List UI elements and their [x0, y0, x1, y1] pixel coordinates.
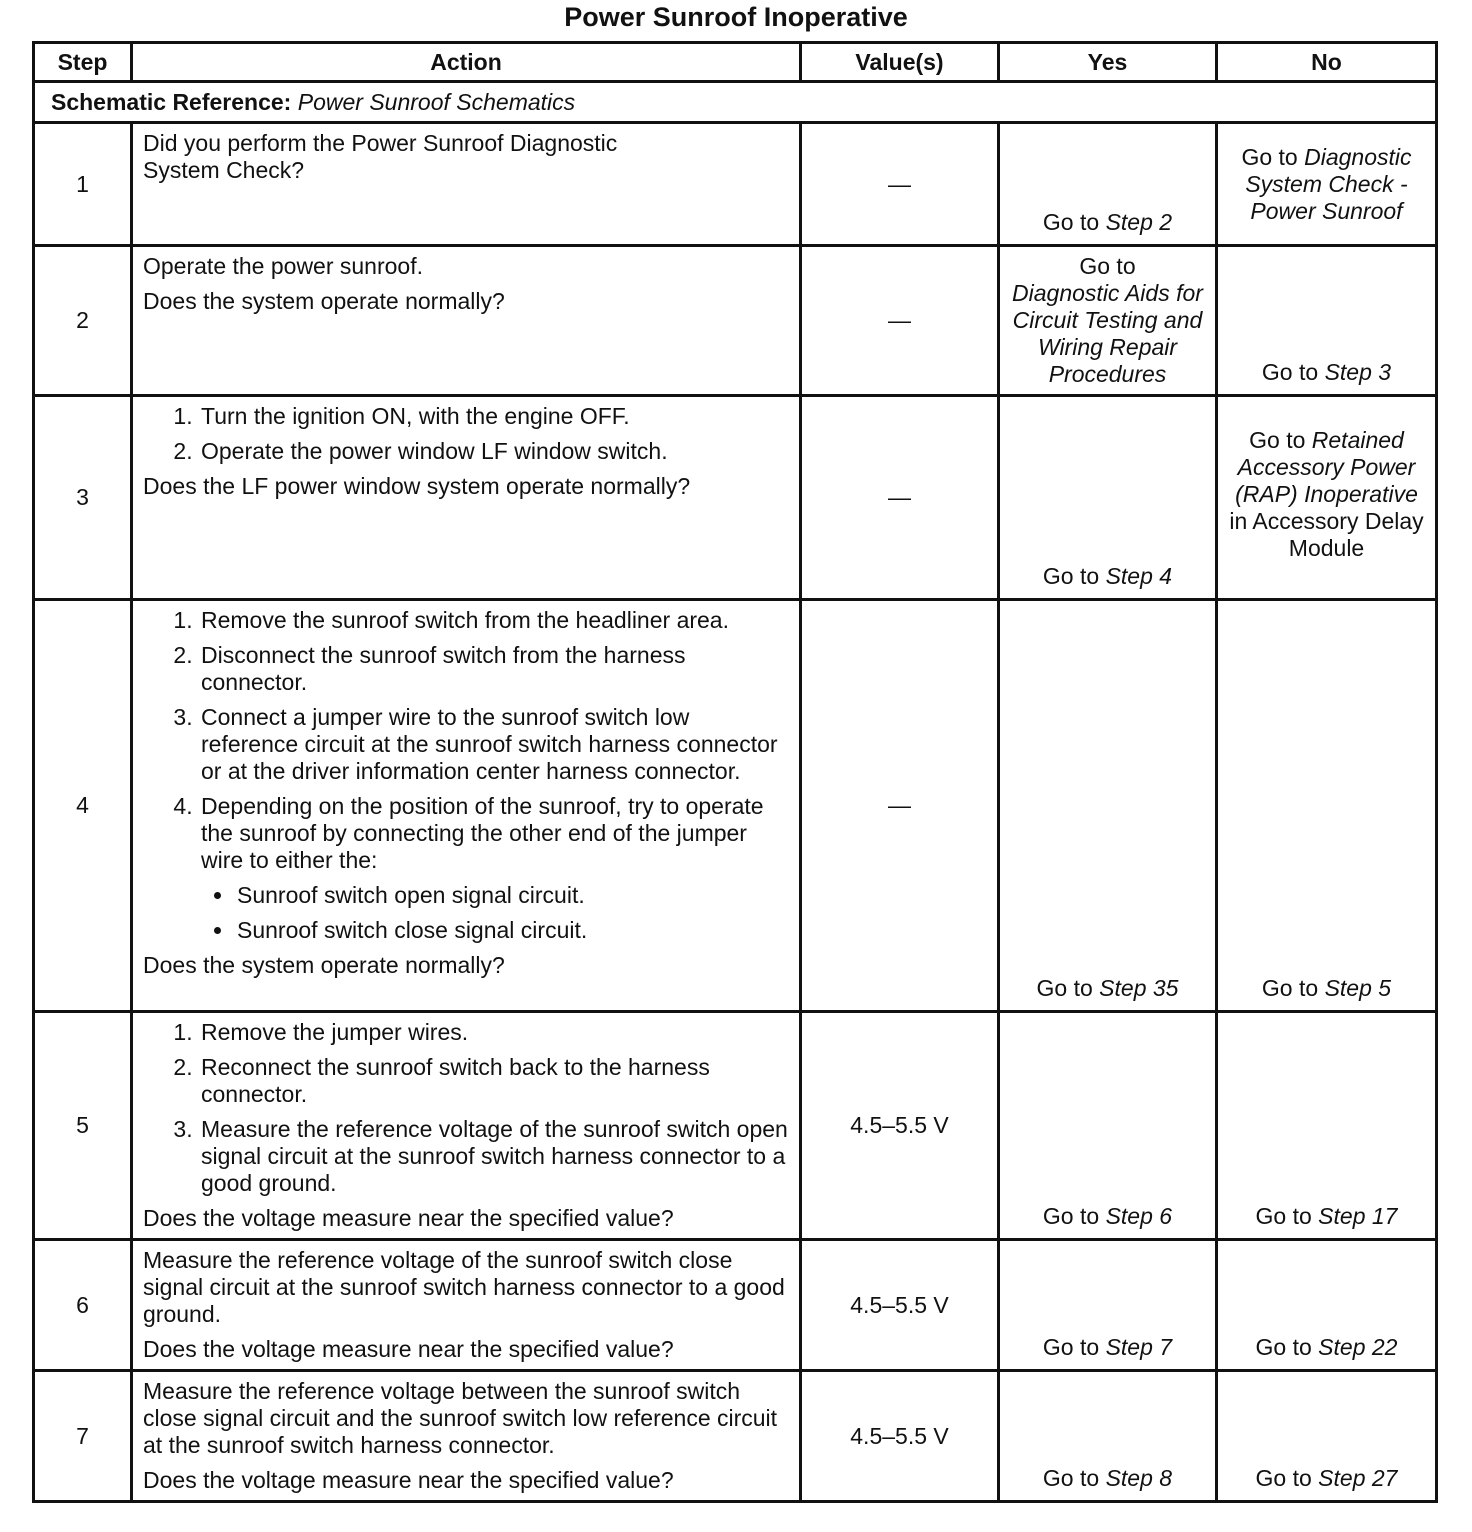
step-number: 3	[34, 396, 132, 600]
header-step: Step	[34, 43, 132, 82]
action-step: 1. Turn the ignition ON, with the engine OFF.	[199, 403, 789, 430]
action-cell	[132, 1012, 801, 1240]
action-step: 2. Reconnect the sunroof switch back to the harness connector.	[199, 1054, 789, 1108]
step-number: 6	[34, 1240, 132, 1371]
action-step: 2. Disconnect the sunroof switch from the harness connector.	[199, 642, 789, 696]
no-cell	[1217, 246, 1437, 396]
step-number: 7	[34, 1371, 132, 1502]
action-step: 1. Remove the jumper wires.	[199, 1019, 789, 1046]
value-cell: 4.5–5.5 V	[801, 1371, 999, 1502]
action-step: 3. Measure the reference voltage of the sunroof switch open signal circuit at the sunroof switch harness connector to a good ground.	[199, 1116, 789, 1197]
no-prefix: Go to	[1241, 143, 1298, 170]
action-step-text: Depending on the position of the sunroof, try to operate the sunroof by connecting the other end of the jumper wire to either the:	[201, 793, 764, 873]
yes-link[interactable]: Step 4	[1105, 563, 1173, 589]
no-cell	[1217, 1012, 1437, 1240]
action-cell	[132, 600, 801, 1012]
action-step	[199, 793, 789, 944]
no-prefix: Go to	[1249, 427, 1306, 453]
no-prefix: Go to	[1255, 1334, 1312, 1360]
header-yes: Yes	[999, 43, 1217, 82]
yes-cell	[999, 246, 1217, 396]
yes-cell	[999, 396, 1217, 600]
yes-link[interactable]: Step 8	[1105, 1465, 1173, 1491]
table-row	[34, 246, 1437, 396]
action-question: Does the voltage measure near the specified value?	[143, 1467, 674, 1493]
header-action: Action	[132, 43, 801, 82]
no-prefix: Go to	[1261, 359, 1319, 385]
action-steps	[143, 403, 789, 465]
no-link[interactable]: Step 3	[1324, 359, 1392, 385]
table-row	[34, 600, 1437, 1012]
step-number: 2	[34, 246, 132, 396]
table-row	[34, 396, 1437, 600]
yes-prefix: Go to	[1079, 253, 1136, 279]
no-link[interactable]: Diagnostic System Check - Power Sunroof	[1245, 143, 1412, 224]
yes-link[interactable]: Step 35	[1099, 975, 1179, 1001]
action-instruction: Measure the reference voltage of the sunroof switch close signal circuit at the sunroof switch harness connector to a good ground.	[143, 1247, 785, 1327]
action-question: Does the voltage measure near the specified value?	[143, 1205, 674, 1231]
no-cell	[1217, 600, 1437, 1012]
action-steps	[143, 607, 789, 944]
table-row	[34, 1012, 1437, 1240]
action-question: Did you perform the Power Sunroof Diagnostic System Check?	[143, 130, 618, 183]
no-link[interactable]: Retained Accessory Power (RAP) Inoperative	[1235, 427, 1418, 507]
page-title: Power Sunroof Inoperative	[564, 2, 908, 32]
action-cell	[132, 396, 801, 600]
no-suffix: in Accessory Delay Module	[1229, 508, 1424, 561]
no-prefix: Go to	[1255, 1203, 1312, 1229]
yes-prefix: Go to	[1042, 563, 1100, 589]
value-cell: —	[801, 396, 999, 600]
action-bullet: • Sunroof switch close signal circuit.	[235, 917, 789, 944]
action-cell	[132, 246, 801, 396]
action-question: Does the voltage measure near the specified value?	[143, 1336, 674, 1362]
yes-prefix: Go to	[1036, 975, 1093, 1001]
yes-prefix: Go to	[1042, 1465, 1100, 1491]
yes-cell	[999, 600, 1217, 1012]
action-question: Does the system operate normally?	[143, 288, 505, 314]
action-cell	[132, 1240, 801, 1371]
schematic-reference	[34, 82, 1437, 123]
value-cell: —	[801, 600, 999, 1012]
yes-link[interactable]: Diagnostic Aids for Circuit Testing and Wiring Repair Procedures	[1012, 280, 1203, 387]
yes-prefix: Go to	[1042, 209, 1100, 235]
action-question: Does the LF power window system operate normally?	[143, 473, 691, 499]
no-link[interactable]: Step 17	[1318, 1203, 1398, 1229]
value-cell: 4.5–5.5 V	[801, 1240, 999, 1371]
table-row	[34, 1371, 1437, 1502]
action-steps	[143, 1019, 789, 1197]
no-prefix: Go to	[1255, 1465, 1312, 1491]
diagnostic-table	[32, 41, 1438, 1503]
no-cell	[1217, 1240, 1437, 1371]
no-cell	[1217, 396, 1437, 600]
schematic-label: Schematic Reference:	[51, 88, 292, 115]
yes-link[interactable]: Step 2	[1105, 209, 1173, 235]
header-no: No	[1217, 43, 1437, 82]
schematic-link[interactable]: Power Sunroof Schematics	[297, 88, 576, 115]
action-instruction: Measure the reference voltage between the sunroof switch close signal circuit and the sunroof switch low reference circuit at the sunroof switch harness connector.	[143, 1378, 778, 1458]
yes-prefix: Go to	[1042, 1203, 1100, 1229]
schematic-row	[34, 82, 1437, 123]
yes-cell	[999, 1240, 1217, 1371]
yes-cell	[999, 1371, 1217, 1502]
no-link[interactable]: Step 27	[1318, 1465, 1398, 1491]
action-cell	[132, 123, 801, 246]
step-number: 4	[34, 600, 132, 1012]
action-question: Does the system operate normally?	[143, 952, 505, 978]
step-number: 5	[34, 1012, 132, 1240]
value-cell: —	[801, 123, 999, 246]
no-link[interactable]: Step 22	[1318, 1334, 1398, 1360]
table-row	[34, 1240, 1437, 1371]
step-number: 1	[34, 123, 132, 246]
action-step: 3. Connect a jumper wire to the sunroof switch low reference circuit at the sunroof switch harness connector or at the driver information center harness connector.	[199, 704, 789, 785]
header-values: Value(s)	[801, 43, 999, 82]
action-instruction: Operate the power sunroof.	[143, 253, 423, 279]
action-bullet: • Sunroof switch open signal circuit.	[235, 882, 789, 909]
yes-cell	[999, 1012, 1217, 1240]
action-step: 2. Operate the power window LF window switch.	[199, 438, 789, 465]
no-link[interactable]: Step 5	[1324, 975, 1392, 1001]
action-cell	[132, 1371, 801, 1502]
value-cell: 4.5–5.5 V	[801, 1012, 999, 1240]
no-cell	[1217, 1371, 1437, 1502]
yes-cell	[999, 123, 1217, 246]
table-row	[34, 123, 1437, 246]
no-cell	[1217, 123, 1437, 246]
yes-prefix: Go to	[1042, 1334, 1100, 1360]
action-bullets	[201, 882, 789, 944]
action-step: 1. Remove the sunroof switch from the headliner area.	[199, 607, 789, 634]
yes-link[interactable]: Step 6	[1105, 1203, 1173, 1229]
value-cell: —	[801, 246, 999, 396]
header-row	[34, 43, 1437, 82]
yes-link[interactable]: Step 7	[1105, 1334, 1173, 1360]
no-prefix: Go to	[1261, 975, 1319, 1001]
